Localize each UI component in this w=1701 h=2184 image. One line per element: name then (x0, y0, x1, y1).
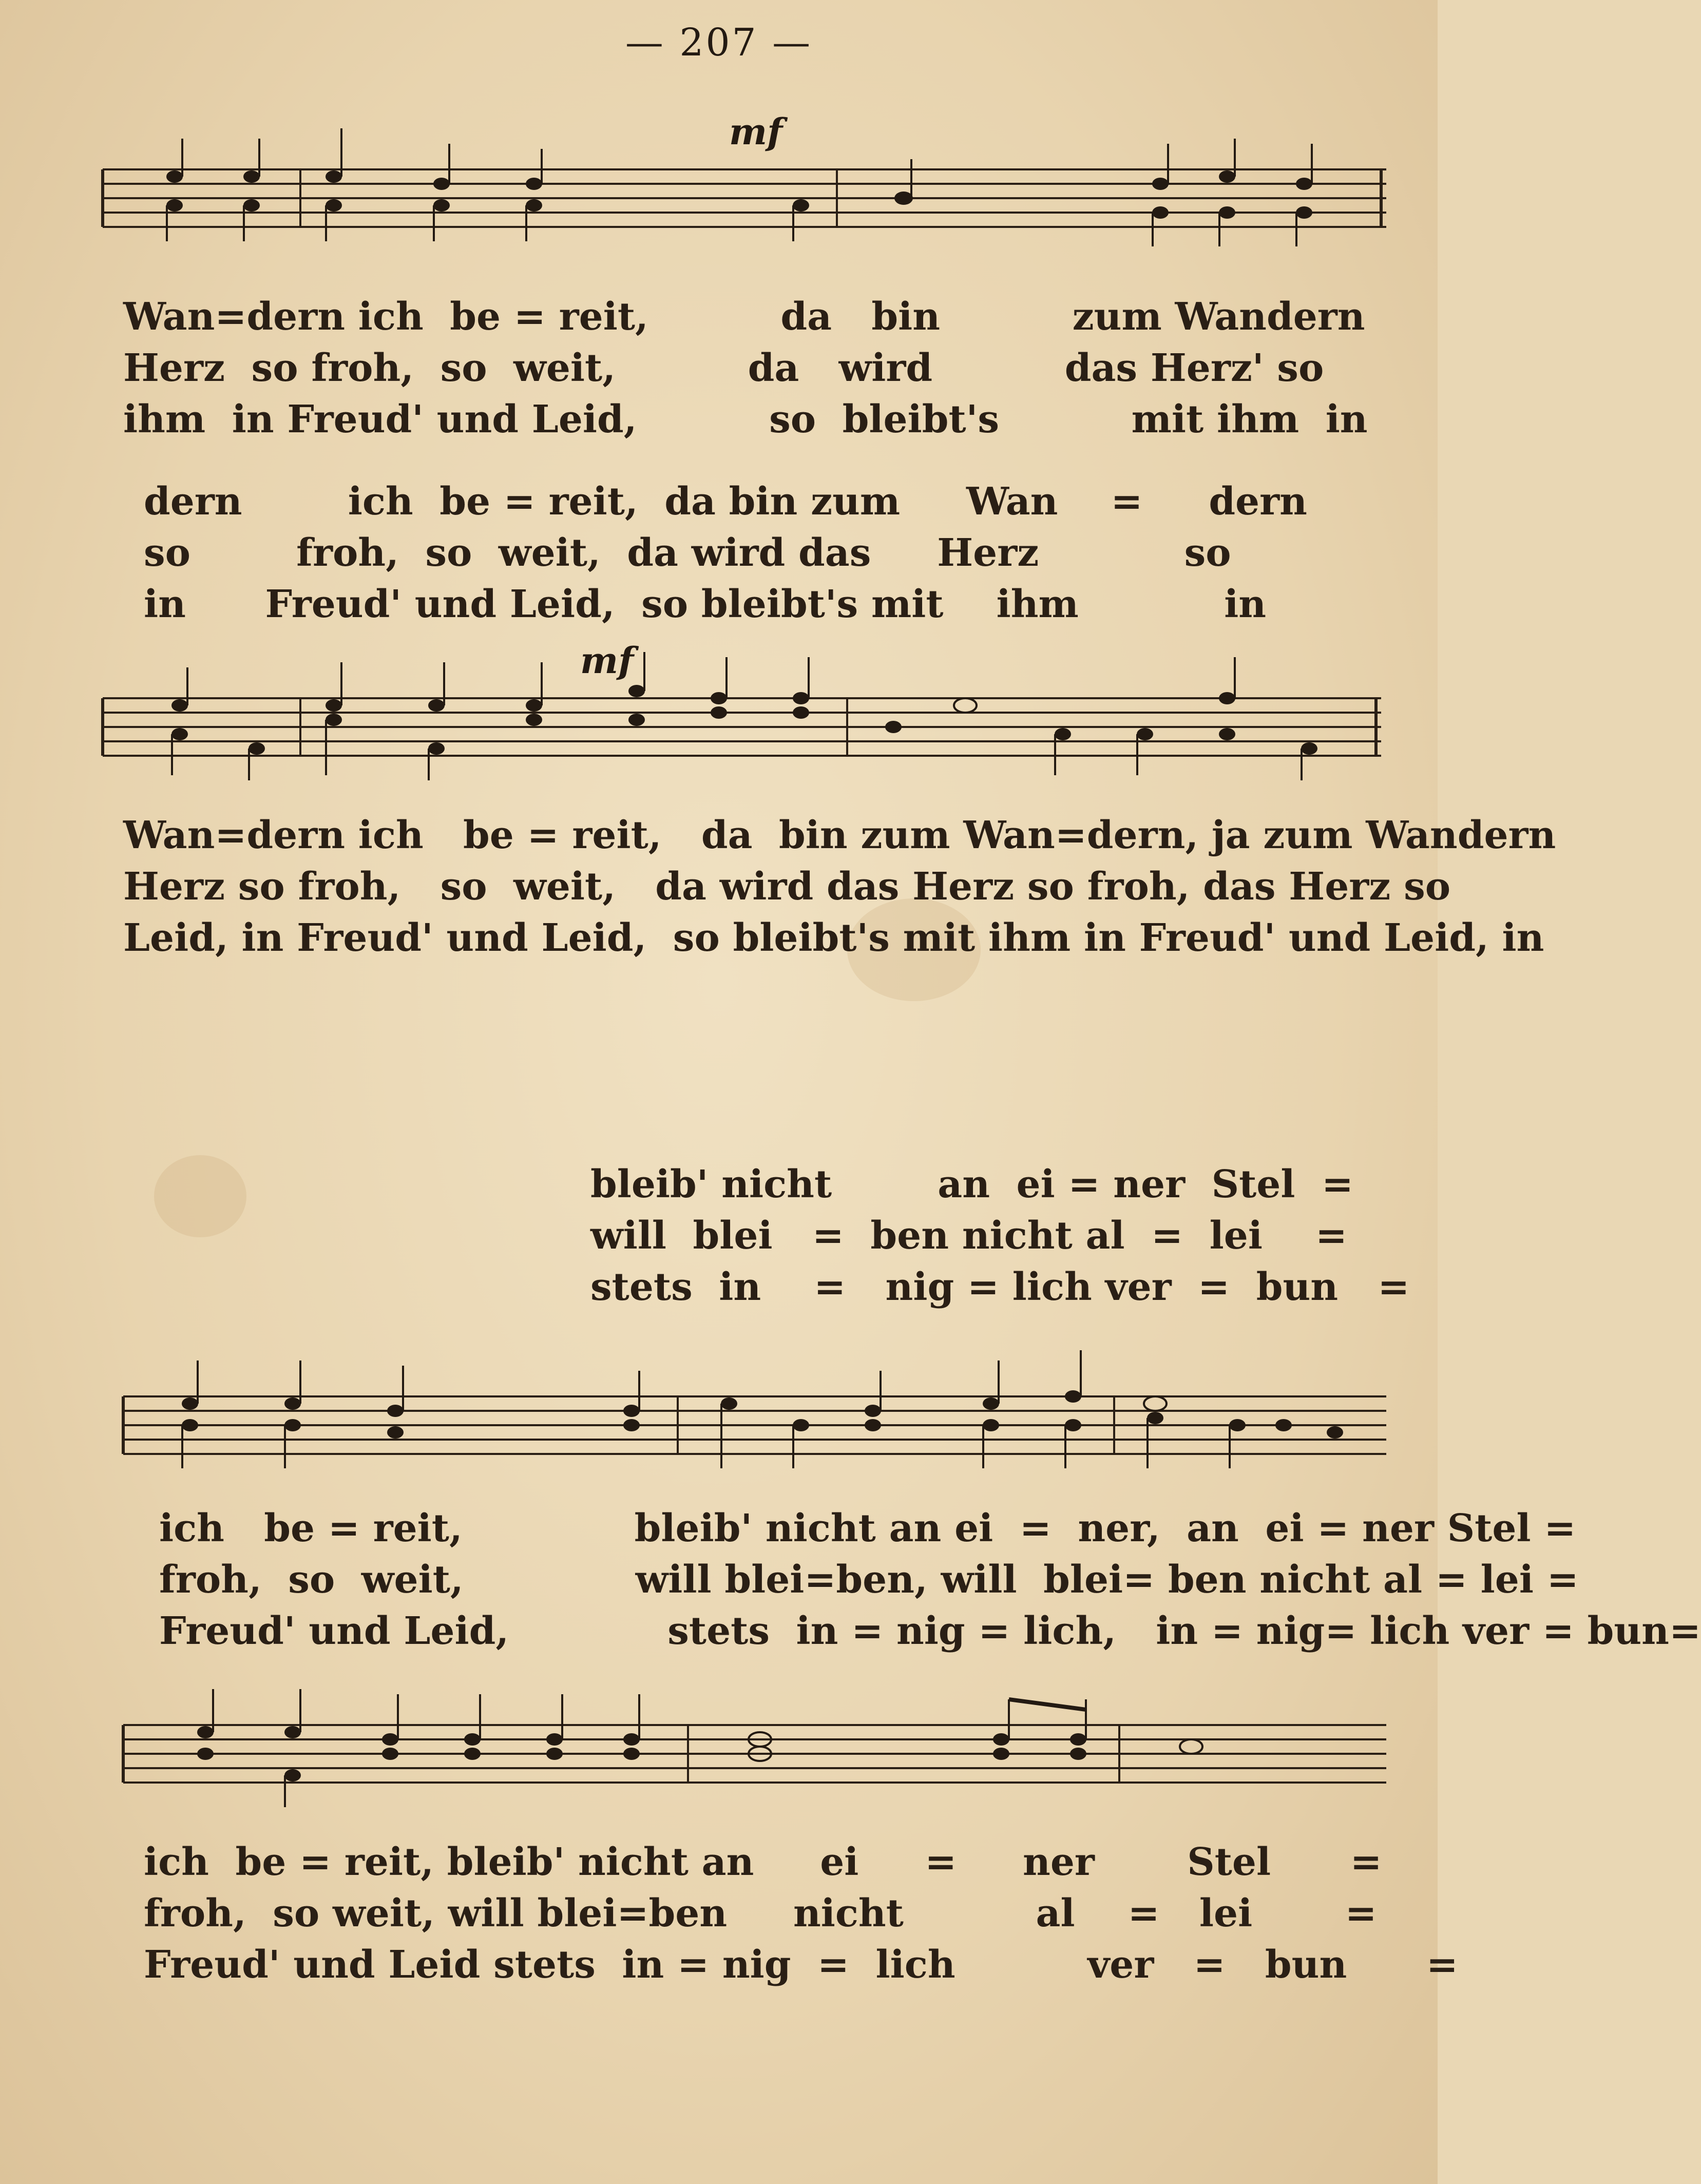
lyric-line: Freud' und Leid, stets in = nig = lich, in = nig= lich ver = bun= (159, 1609, 1701, 1653)
lyric-line: ich be = reit, bleib' nicht an ei = ner, an ei = ner Stel = (159, 1506, 1576, 1550)
dynamic-marking: mf (580, 639, 634, 682)
lyric-line: Herz so froh, so weit, da wird das Herz' so (123, 346, 1324, 390)
lyric-line: in Freud' und Leid, so bleibt's mit ihm in (144, 582, 1267, 626)
staff-system2-upper (0, 1314, 1438, 1499)
staff-system1-upper (0, 103, 1438, 272)
notes-group (166, 170, 1312, 219)
lyric-line: ihm in Freud' und Leid, so bleibt's mit ihm in (123, 397, 1368, 442)
lyric-line: will blei = ben nicht al = lei = (590, 1214, 1348, 1258)
staff-system1-lower (0, 626, 1438, 811)
lyric-line: Herz so froh, so weit, da wird das Herz so froh, das Herz so (123, 865, 1451, 909)
lyric-line: Leid, in Freud' und Leid, so bleibt's mit ihm in Freud' und Leid, in (123, 916, 1544, 960)
dynamic-marking: mf (729, 110, 783, 153)
lyric-line: ich be = reit, bleib' nicht an ei = ner Stel = (144, 1840, 1382, 1884)
staff-system2-lower (0, 1653, 1438, 1838)
notes-group (171, 685, 1317, 755)
lyric-line: froh, so weit, will blei=ben, will blei= ben nicht al = lei = (159, 1558, 1579, 1602)
lyric-line: dern ich be = reit, da bin zum Wan = dern (144, 480, 1307, 524)
paper-stain (154, 1155, 246, 1237)
lyric-line: Wan=dern ich be = reit, da bin zum Wandern (123, 295, 1365, 339)
lyric-line: bleib' nicht an ei = ner Stel = (590, 1162, 1353, 1206)
page-number: — 207 — (625, 21, 813, 65)
lyric-line: so froh, so weit, da wird das Herz so (144, 531, 1231, 575)
lyric-line: Wan=dern ich be = reit, da bin zum Wan=dern, ja zum Wandern (123, 813, 1556, 857)
lyric-line: stets in = nig = lich ver = bun = (590, 1265, 1410, 1309)
lyric-line: froh, so weit, will blei=ben nicht al = lei = (144, 1891, 1377, 1936)
lyric-line: Freud' und Leid stets in = nig = lich ver = bun = (144, 1943, 1458, 1987)
notes-group (182, 1390, 1343, 1439)
